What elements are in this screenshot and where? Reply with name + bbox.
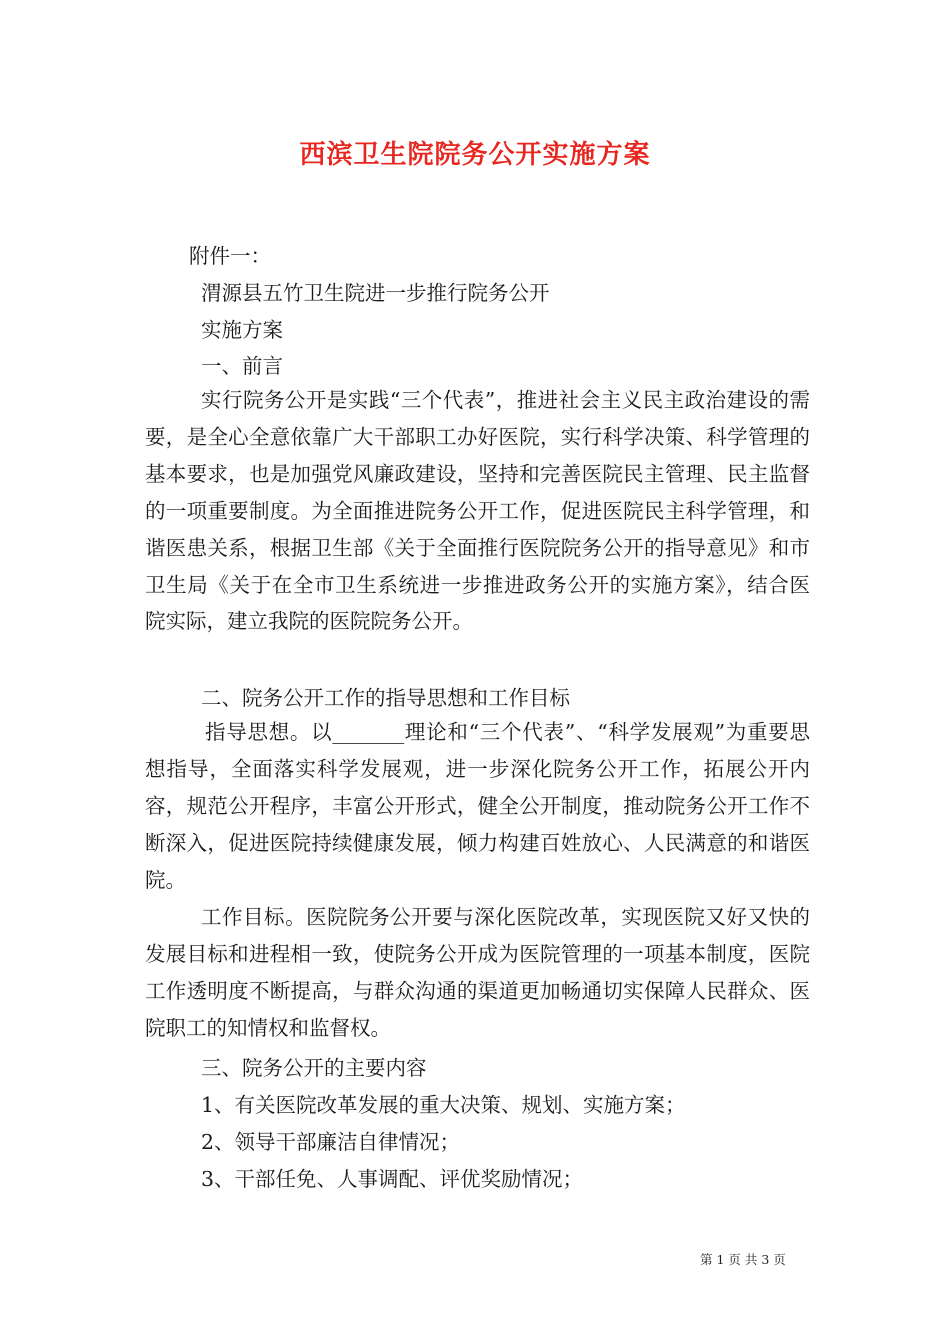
section-2-goal-paragraph: 工作目标。医院院务公开要与深化医院改革，实现医院又好又快的发展目标和进程相一致，使院务公开成为医院管理的一项基本制度，医院工作透明度不断提高，与群众沟通的渠道更加畅通切实保障人民群众、医院职工的知情权和监督权。 (145, 905, 810, 1040)
section-2-guiding-paragraph: 指导思想。以_______理论和“三个代表”、“科学发展观”为重要思想指导，全面落实科学发展观，进一步深化院务公开工作，拓展公开内容，规范公开程序，丰富公开形式，健全公开制度，推动院务公开工作不断深入，促进医院持续健康发展，倾力构建百姓放心、人民满意的和谐医院。 (145, 720, 810, 892)
section-3-heading: 三、院务公开的主要内容 (201, 1056, 427, 1080)
section-1-heading: 一、前言 (201, 354, 283, 378)
page-indicator: 第 1 页 共 3 页 (700, 1252, 786, 1267)
document-title: 西滨卫生院院务公开实施方案 (299, 140, 651, 170)
list-item: 1、有关医院改革发展的重大决策、规划、实施方案； (201, 1093, 686, 1117)
list-item: 3、干部任免、人事调配、评优奖励情况； (201, 1167, 584, 1191)
attachment-label: 附件一： (189, 244, 271, 268)
list-item: 2、领导干部廉洁自律情况； (201, 1130, 461, 1154)
subtitle-line-1: 渭源县五竹卫生院进一步推行院务公开 (201, 281, 550, 305)
section-2-heading: 二、院务公开工作的指导思想和工作目标 (201, 686, 570, 710)
section-1-paragraph: 实行院务公开是实践“三个代表”，推进社会主义民主政治建设的需要，是全心全意依靠广大干部职工办好医院，实行科学决策、科学管理的基本要求，也是加强党风廉政建设，坚持和完善医院民主管理、民主监督的一项重要制度。为全面推进院务公开工作，促进医院民主科学管理，和谐医患关系，根据卫生部《关于全面推行医院院务公开的指导意见》和市卫生局《关于在全市卫生系统进一步推进政务公开的实施方案》，结合医院实际，建立我院的医院院务公开。 (145, 388, 810, 634)
subtitle-line-2: 实施方案 (201, 318, 283, 342)
